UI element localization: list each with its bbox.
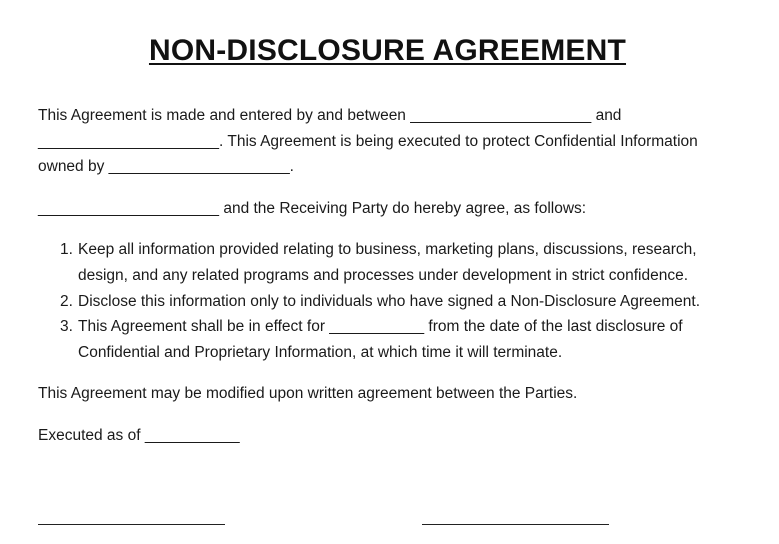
- signature-line-right: [422, 524, 609, 525]
- document-title: NON-DISCLOSURE AGREEMENT: [148, 34, 627, 67]
- list-item: [60, 237, 750, 289]
- list-item-number: 2.: [60, 292, 73, 310]
- list-item-line: Disclose this information only to individuals who have signed a Non-Disclosure Agreement.: [78, 292, 701, 310]
- terms-list: [60, 237, 750, 366]
- intro-line-1: This Agreement is made and entered by and between _____________________ and: [38, 107, 622, 124]
- executed-date: Executed as of ___________: [38, 427, 240, 444]
- list-item-line: Keep all information provided relating to business, marketing plans, discussions, research,: [78, 241, 697, 258]
- list-item-line: design, and any related programs and processes under development in strict confidence.: [78, 266, 689, 284]
- intro-paragraph: [38, 103, 738, 180]
- signature-line-left: [38, 524, 225, 525]
- list-item: [60, 314, 750, 366]
- intro-line-3: owned by _____________________.: [38, 158, 294, 175]
- agreement-statement: _____________________ and the Receiving Party do hereby agree, as follows:: [38, 200, 587, 217]
- list-item-line: Confidential and Proprietary Information, at which time it will terminate.: [78, 344, 563, 362]
- modification-clause: This Agreement may be modified upon written agreement between the Parties.: [38, 385, 578, 402]
- list-item-number: 1.: [60, 241, 73, 258]
- list-item: [60, 289, 750, 315]
- intro-line-2: _____________________. This Agreement is being executed to protect Confidential Information: [38, 132, 698, 150]
- list-item-line: This Agreement shall be in effect for ___________ from the date of the last disclosure of: [78, 318, 683, 336]
- list-item-number: 3.: [60, 318, 73, 336]
